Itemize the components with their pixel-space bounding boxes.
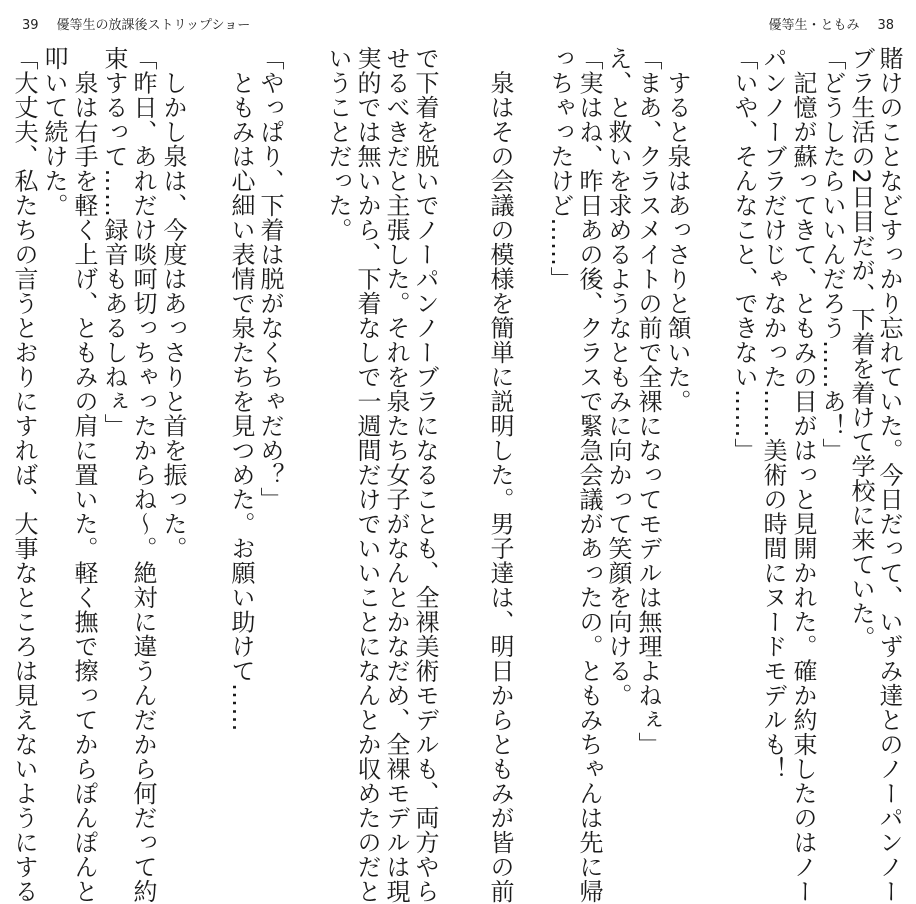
text-column: 「大丈夫、私たちの言うとおりにすれば、大事なところは見えないようにする (10, 46, 38, 904)
text-column: 泉はその会議の模様を簡単に説明した。男子達は、明日からともみが皆の前 (486, 46, 514, 904)
text-column: 「実はね、昨日あの後、クラスで緊急会議があったの。ともみちゃんは先に帰 (575, 46, 603, 904)
text-column: パンノーブラだけじゃなかった……美術の時間にヌードモデルも！ (759, 46, 787, 781)
text-column: 「いや、そんなこと、できない……」 (730, 46, 758, 463)
text-column: 「やっぱり、下着は脱がなくちゃだめ？」 (256, 46, 284, 512)
left-page-header (22, 14, 250, 33)
text-column: 「昨日、あれだけ啖呵切っちゃったからね〜。絶対に違うんだから何だって約 (129, 46, 157, 904)
text-column: 「まあ、クラスメイトの前で全裸になってモデルは無理よねぇ」 (634, 46, 662, 757)
text-column: 賭けのことなどすっかり忘れていた。今日だって、いずみ達とのノーパンノー (875, 46, 903, 904)
right-running-title: 優等生・ともみ (768, 18, 860, 33)
text-column: 「どうしたらいいんだろう……あ！」 (818, 46, 846, 463)
text-column: で下着を脱いでノーパンノーブラになることも、全裸美術モデルも、両方やら (411, 46, 439, 904)
text-column: ともみは心細い表情で泉たちを見つめた。お願い助けて…… (227, 46, 255, 732)
text-column: 束するって……録音もあるしねぇ」 (100, 46, 128, 438)
left-running-title: 優等生の放課後ストリップショー (56, 18, 251, 33)
text-column: せるべきだと主張した。それを泉たち女子がなんとかなだめ、全裸モデルは現 (382, 46, 410, 904)
text-column: 泉は右手を軽く上げ、ともみの肩に置いた。軽く撫で擦ってからぽんぽんと (70, 46, 98, 904)
text-column: 叩いて続けた。 (40, 46, 68, 218)
right-page-header (768, 14, 894, 33)
text-column: え、と救いを求めるようなともみに向かって笑顔を向ける。 (604, 46, 632, 708)
text-column: 実的では無いから、下着なしで一週間だけでいいことになんとか収めたのだと (353, 46, 381, 904)
text-column: っちゃったけど……」 (546, 46, 574, 291)
text-column: すると泉はあっさりと頷いた。 (663, 46, 691, 414)
right-page-number: 38 (877, 18, 894, 33)
left-page-number: 39 (22, 18, 39, 33)
text-column: しかし泉は、今度はあっさりと首を振った。 (159, 46, 187, 561)
text-column: いうことだった。 (324, 46, 352, 242)
text-column: ブラ生活の2日目だが、下着を着けて学校に来ていた。 (847, 46, 875, 650)
text-column: 記憶が蘇ってきて、ともみの目がはっと見開かれた。確か約束したのはノー (789, 46, 817, 904)
